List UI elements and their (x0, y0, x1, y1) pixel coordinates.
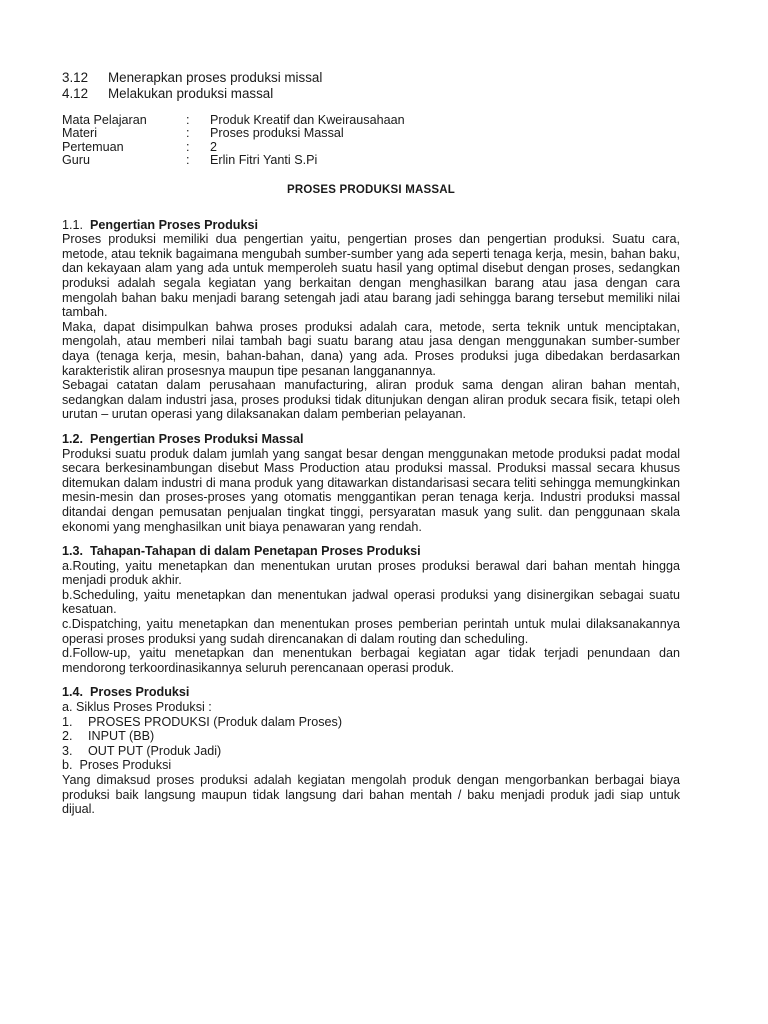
list-text: OUT PUT (Produk Jadi) (88, 743, 222, 758)
section-number: 1.2. (62, 431, 84, 446)
meta-key: Guru (62, 153, 90, 168)
section-1-3 (62, 544, 680, 675)
meta-key: Pertemuan (62, 139, 124, 154)
paragraph: Sebagai catatan dalam perusahaan manufacturing, aliran produk sama dengan aliran bahan mentah, sedangkan dalam industri jasa, proses produksi tidak ditunjukan dengan aliran produk secara fisik, tetapi oleh urutan – urutan operasi yang dilaksanakan dalam pemberian pelayanan. (62, 378, 680, 422)
meta-value: 2 (210, 139, 218, 154)
competency-text: Menerapkan proses produksi missal (108, 70, 323, 85)
section-title: Tahapan-Tahapan di dalam Penetapan Proses Produksi (90, 544, 421, 559)
meta-key: Materi (62, 126, 97, 141)
section-heading (62, 685, 680, 700)
paragraph: a.Routing, yaitu menetapkan dan menentukan urutan proses produksi berawal dari bahan mentah hingga menjadi produk akhir. (62, 558, 680, 588)
competency-item (62, 86, 680, 102)
meta-row-material (62, 127, 680, 140)
meta-key: Mata Pelajaran (62, 113, 147, 127)
paragraph: Proses produksi memiliki dua pengertian yaitu, pengertian proses dan pengertian produksi. Suatu cara, metode, atau teknik bagaimana mengubah sumber-sumber yang ada seperti tenaga kerja, mesin, bahan baku, dan kekayaan alam yang ada untuk memperoleh suatu hasil yang optimal disebut dengan proses, sedangkan produksi adalah segala kegiatan yang berkaitan dengan menghasilkan barang atau jasa dengan cara mengolah bahan baku menjadi barang setengah jadi atau barang jadi sehingga barang tersebut memiliki nilai tambah. (62, 232, 680, 320)
competency-text: Melakukan produksi massal (108, 86, 274, 101)
meta-row-meeting (62, 141, 680, 154)
competency-item (62, 70, 680, 86)
section-number: 1.4. (62, 685, 84, 700)
section-heading (62, 544, 680, 559)
section-heading (62, 218, 680, 233)
paragraph: d.Follow-up, yaitu menetapkan dan menentukan berbagai kegiatan agar tidak terjadi penundaan dan mendorong terkoordinasikannya seluruh perencanaan operasi produk. (62, 646, 680, 675)
section-number: 1.1. (62, 217, 84, 232)
competency-code: 4.12 (62, 86, 89, 101)
section-title: Pengertian Proses Produksi Massal (90, 431, 304, 446)
list-item (62, 729, 680, 744)
list-number: 2. (62, 729, 73, 744)
document-page (62, 70, 680, 817)
paragraph: c.Dispatching, yaitu menetapkan dan menentukan proses pemberian perintah untuk mulai dilaksanakannya operasi proses produksi yang sudah direncanakan di dalam routing dan scheduling. (62, 617, 680, 646)
paragraph: b.Scheduling, yaitu menetapkan dan menentukan jadwal operasi produksi yang disinergikan sebagai suatu kesatuan. (62, 587, 680, 617)
section-1-2 (62, 432, 680, 534)
list-text: PROSES PRODUKSI (Produk dalam Proses) (88, 714, 343, 729)
section-title: Proses Produksi (90, 685, 190, 700)
list-number: 1. (62, 714, 73, 729)
meta-row-teacher (62, 154, 680, 167)
competency-list (62, 70, 680, 102)
section-title: Pengertian Proses Produksi (90, 217, 258, 232)
subheading: b. Proses Produksi (62, 758, 172, 773)
list-item (62, 715, 680, 730)
meta-value: Erlin Fitri Yanti S.Pi (210, 153, 318, 168)
meta-sep: : (186, 139, 190, 154)
meta-row-subject (62, 114, 680, 127)
section-1-4 (62, 685, 680, 816)
subheading: a. Siklus Proses Produksi : (62, 700, 212, 715)
section-1-1 (62, 218, 680, 422)
paragraph: Produksi suatu produk dalam jumlah yang sangat besar dengan menggunakan metode produksi padat modal secara berkesinambungan disebut Mass Production atau produksi massal. Produksi massal secara khusus ditemukan dalam industri di mana produk yang ditawarkan distandarisasi secara teliti sehingga memungkinkan mesin-mesin dan proses-proses yang otomatis menggantikan peran tenaga kerja. Industri produksi massal ditandai dengan pemusatan penjualan tingkat tinggi, persyaratan masuk yang sulit. dan penggunaan skala ekonomi yang menghasilkan unit biaya penawaran yang rendah. (62, 446, 680, 534)
section-number: 1.3. (62, 544, 84, 559)
list-text: INPUT (BB) (88, 729, 155, 744)
meta-sep: : (186, 153, 190, 168)
meta-sep: : (186, 113, 190, 127)
meta-sep: : (186, 126, 190, 141)
meta-table (62, 114, 680, 168)
document-title: PROSES PRODUKSI MASSAL (287, 183, 455, 196)
meta-value: Produk Kreatif dan Kweirausahaan (210, 113, 405, 127)
paragraph: Yang dimaksud proses produksi adalah kegiatan mengolah produk dengan mengorbankan berbagai biaya produksi baik langsung maupun tidak langsung dari bahan mentah / baku menjadi produk jadi siap untuk dijual. (62, 773, 680, 817)
meta-value: Proses produksi Massal (210, 126, 344, 141)
list-item (62, 744, 680, 759)
list-number: 3. (62, 743, 73, 758)
section-heading (62, 432, 680, 447)
competency-code: 3.12 (62, 70, 89, 85)
paragraph: Maka, dapat disimpulkan bahwa proses produksi adalah cara, metode, serta teknik untuk menciptakan, mengolah, atau memberi nilai tambah bagi suatu barang atau jasa dengan menggunakan sumber-sumber daya (tenaga kerja, mesin, bahan-bahan, dana) yang ada. Proses produksi juga dibedakan berdasarkan karakteristik aliran prosesnya maupun tipe pesanan langganannya. (62, 319, 680, 378)
